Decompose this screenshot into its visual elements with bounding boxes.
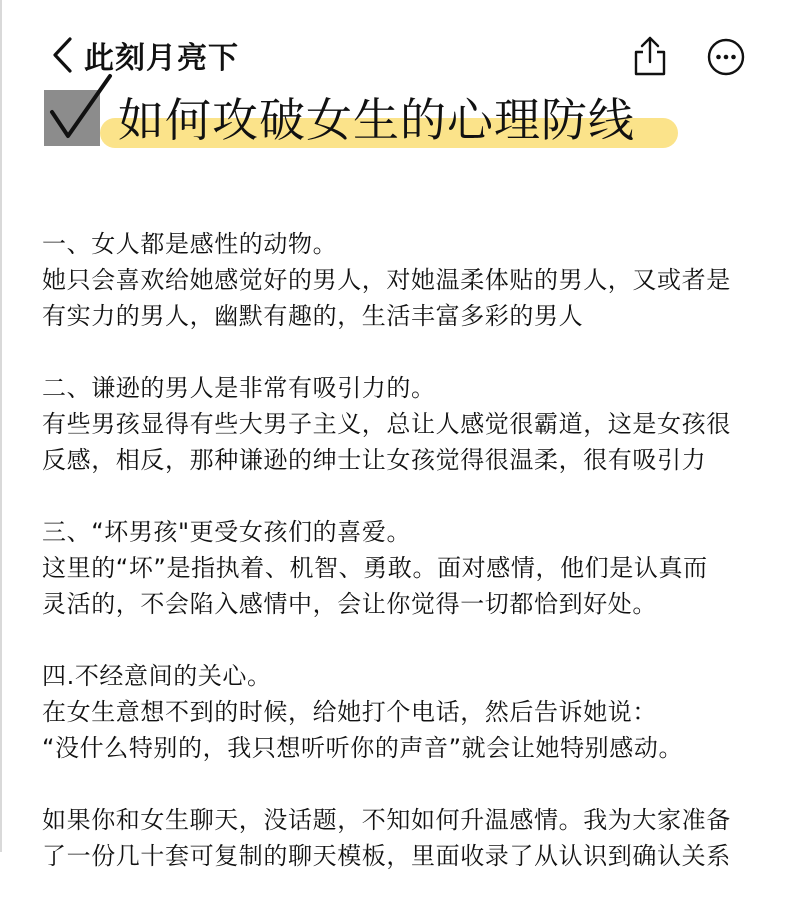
paragraph-line: 这里的“坏”是指执着、机智、勇敢。面对感情，他们是认真而 (42, 554, 708, 582)
paragraph-line: “没什么特别的，我只想听听你的声音”就会让她特别感动。 (42, 734, 684, 762)
paragraph-line: 有实力的男人，幽默有趣的，生活丰富多彩的男人 (42, 302, 584, 330)
paragraph-line: 反感，相反，那种谦逊的绅士让女孩觉得很温柔，很有吸引力 (42, 446, 707, 474)
article-title-row (42, 72, 782, 162)
more-button[interactable] (706, 37, 746, 77)
section-heading: 一、女人都是感性的动物。 (42, 230, 338, 258)
page-left-border (0, 0, 2, 852)
article-title: 如何攻破女生的心理防线 (118, 93, 635, 147)
paragraph-line: 如果你和女生聊天，没话题，不知如何升温感情。我为大家准备 (42, 806, 731, 834)
paragraph-line: 了一份几十套可复制的聊天模板，里面收录了从认识到确认关系 (42, 842, 731, 870)
nav-title: 此刻月亮下 (84, 41, 239, 76)
section-1 (42, 226, 762, 334)
section-5 (42, 802, 762, 874)
chevron-left-icon (50, 35, 76, 75)
paragraph-line: 灵活的，不会陷入感情中，会让你觉得一切都恰到好处。 (42, 590, 657, 618)
article-content (42, 226, 762, 910)
paragraph-line: 她只会喜欢给她感觉好的男人，对她温柔体贴的男人，又或者是 (42, 266, 731, 294)
section-4 (42, 658, 762, 766)
paragraph-line: 在女生意想不到的时候，给她打个电话，然后告诉她说： (42, 698, 657, 726)
section-heading: 二、谦逊的男人是非常有吸引力的。 (42, 374, 436, 402)
section-2 (42, 370, 762, 478)
section-heading: 四.不经意间的关心。 (42, 662, 272, 690)
paragraph-line: 有些男孩显得有些大男子主义，总让人感觉很霸道，这是女孩很 (42, 410, 731, 438)
section-3 (42, 514, 762, 622)
section-heading: 三、“坏男孩"更受女孩们的喜爱。 (42, 518, 412, 546)
